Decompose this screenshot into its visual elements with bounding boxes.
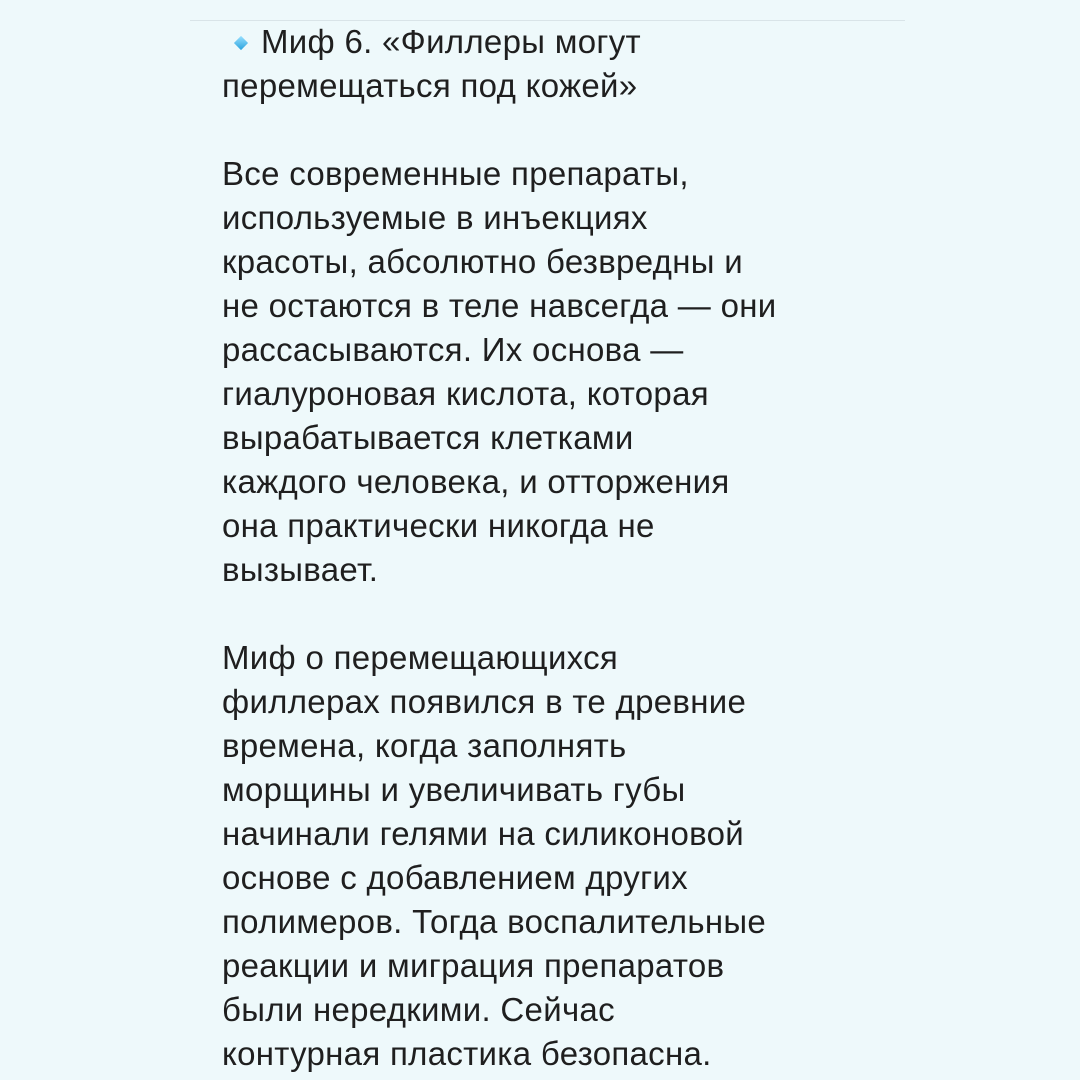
paragraph-2-line: контурная пластика безопасна. xyxy=(222,1035,712,1072)
title-second-line: перемещаться под кожей» xyxy=(222,67,638,104)
paragraph-1-line: не остаются в теле навсегда — они xyxy=(222,287,777,324)
title-first-line xyxy=(222,20,902,64)
paragraph-explanation xyxy=(222,152,902,592)
paragraph-2-line: начинали гелями на силиконовой xyxy=(222,815,744,852)
paragraph-1-line: гиалуроновая кислота, которая xyxy=(222,375,709,412)
paragraph-1-line: каждого человека, и отторжения xyxy=(222,463,730,500)
paragraph-history xyxy=(222,636,902,1076)
title-text-line-1: Миф 6. «Филлеры могут xyxy=(261,23,641,60)
blue-diamond-icon xyxy=(234,36,248,50)
paragraph-1-line: она практически никогда не xyxy=(222,507,655,544)
paragraph-1-line: вызывает. xyxy=(222,551,379,588)
myth-title xyxy=(222,20,902,108)
paragraph-2-line: времена, когда заполнять xyxy=(222,727,627,764)
paragraph-2-line: морщины и увеличивать губы xyxy=(222,771,686,808)
paragraph-2-line: полимеров. Тогда воспалительные xyxy=(222,903,767,940)
paragraph-1-line: Все современные препараты, xyxy=(222,155,689,192)
paragraph-1-line: красоты, абсолютно безвредны и xyxy=(222,243,743,280)
paragraph-2-line: Миф о перемещающихся xyxy=(222,639,619,676)
paragraph-2-line: филлерах появился в те древние xyxy=(222,683,747,720)
article-text xyxy=(222,20,902,1076)
paragraph-2-line: были нередкими. Сейчас xyxy=(222,991,615,1028)
paragraph-2-line: реакции и миграция препаратов xyxy=(222,947,725,984)
paragraph-1-line: рассасываются. Их основа — xyxy=(222,331,684,368)
paragraph-1-line: вырабатывается клетками xyxy=(222,419,634,456)
paragraph-2-line: основе с добавлением других xyxy=(222,859,688,896)
paragraph-1-line: используемые в инъекциях xyxy=(222,199,648,236)
